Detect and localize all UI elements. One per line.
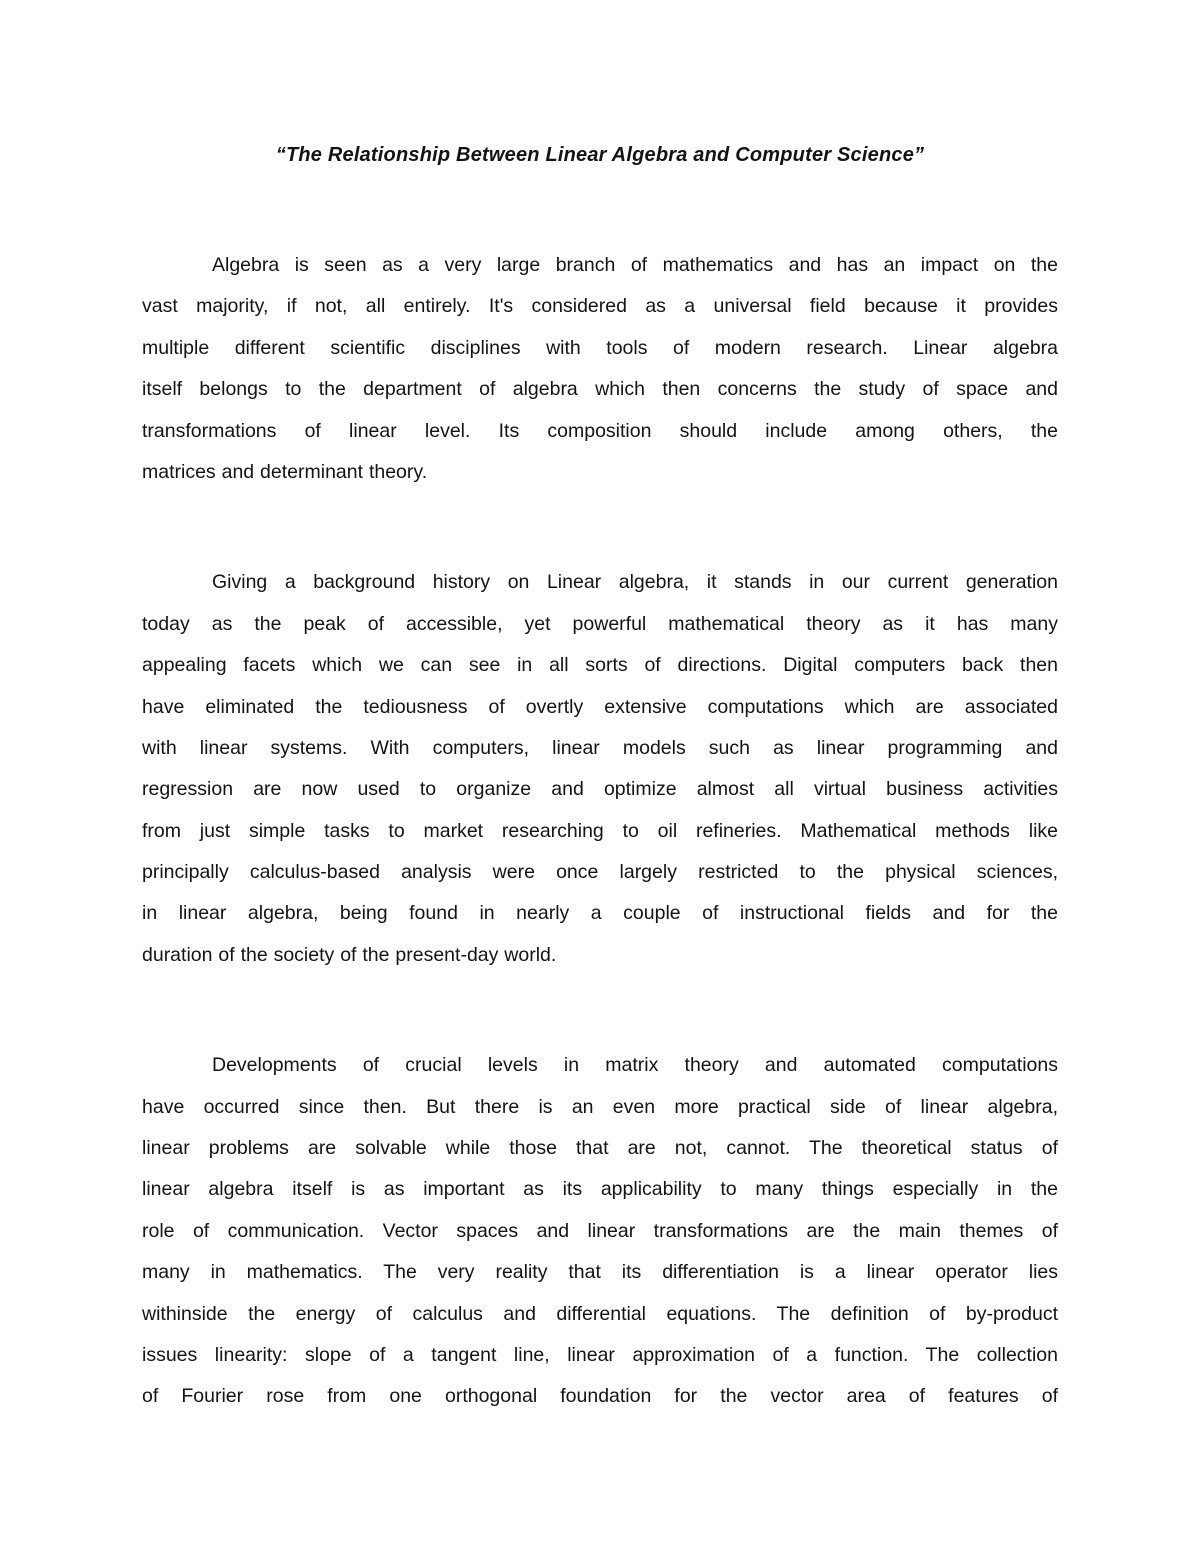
text-line: in linear algebra, being found in nearly a couple of instructional fields and for the (142, 902, 1058, 925)
document-content (142, 135, 1058, 1418)
text-line: itself belongs to the department of algebra which then concerns the study of space and (142, 378, 1058, 401)
text-line: today as the peak of accessible, yet powerful mathematical theory as it has many (142, 612, 1058, 635)
paragraph-2 (142, 562, 1058, 976)
text-line: appealing facets which we can see in all sorts of directions. Digital computers back then (142, 654, 1058, 677)
text-line: Developments of crucial levels in matrix theory and automated computations (212, 1054, 1058, 1077)
text-line: Giving a background history on Linear algebra, it stands in our current generation (212, 571, 1058, 594)
text-line: with linear systems. With computers, linear models such as linear programming and (142, 736, 1058, 759)
text-line: withinside the energy of calculus and differential equations. The definition of by-product (142, 1302, 1058, 1325)
text-line: transformations of linear level. Its composition should include among others, the (142, 419, 1058, 442)
text-line: principally calculus-based analysis were once largely restricted to the physical sciences, (142, 861, 1058, 884)
text-line: have eliminated the tediousness of overtly extensive computations which are associated (142, 695, 1058, 718)
text-line: multiple different scientific disciplines with tools of modern research. Linear algebra (142, 336, 1058, 359)
text-line: regression are now used to organize and optimize almost all virtual business activities (142, 778, 1058, 801)
text-line: matrices and determinant theory. (142, 460, 428, 483)
text-line: duration of the society of the present-day world. (142, 943, 557, 966)
text-line: of Fourier rose from one orthogonal foundation for the vector area of features of (142, 1385, 1058, 1408)
paragraph-1 (142, 245, 1058, 493)
document-title: “The Relationship Between Linear Algebra and Computer Science” (275, 144, 925, 166)
paragraph-3 (142, 1045, 1058, 1418)
text-line: have occurred since then. But there is an even more practical side of linear algebra, (142, 1095, 1058, 1118)
text-line: from just simple tasks to market researching to oil refineries. Mathematical methods like (142, 819, 1058, 842)
text-line: linear problems are solvable while those that are not, cannot. The theoretical status of (142, 1137, 1058, 1160)
text-line: role of communication. Vector spaces and linear transformations are the main themes of (142, 1219, 1058, 1242)
text-line: issues linearity: slope of a tangent line, linear approximation of a function. The collection (142, 1343, 1058, 1366)
text-line: many in mathematics. The very reality that its differentiation is a linear operator lies (142, 1261, 1058, 1284)
text-line: linear algebra itself is as important as its applicability to many things especially in the (142, 1178, 1058, 1201)
text-line: vast majority, if not, all entirely. It's considered as a universal field because it provides (142, 295, 1058, 318)
text-line: Algebra is seen as a very large branch of mathematics and has an impact on the (212, 254, 1058, 276)
